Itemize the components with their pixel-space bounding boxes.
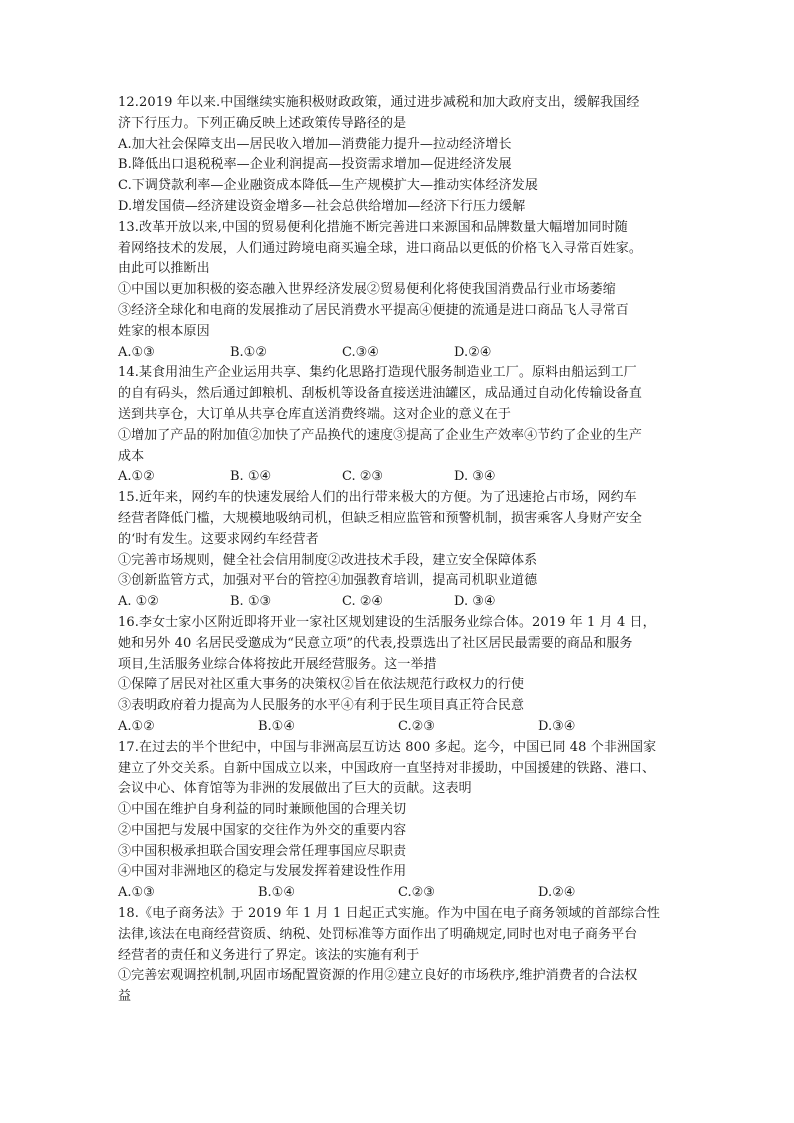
statement-line: ①中国在维护自身利益的同时兼顾他国的合理关切: [118, 802, 407, 818]
question-18: [118, 904, 680, 1008]
statement-line: 益: [118, 989, 132, 1005]
statement-line: ④中国对非洲地区的稳定与发展发挥着建设性作用: [118, 864, 407, 880]
option-line: C.下调贷款利率—企业融资成本降低—生产规模扩大—推动实体经济发展: [118, 178, 538, 194]
statement-line: ②中国把与发展中国家的交往作为外交的重要内容: [118, 822, 407, 838]
question-line: 17.在过去的半个世纪中，中国与非洲高层互访达 800 多起。迄今，中国已同 48 个非洲国家: [118, 739, 657, 755]
statement-line: ①增加了产品的附加值②加快了产品换代的速度③提高了企业生产效率④节约了企业的生产: [118, 427, 643, 443]
question-line: 由此可以推断出: [118, 261, 210, 277]
answer-options: [118, 592, 680, 613]
question-line: 经营者的责任和义务进行了界定。该法的实施有利于: [118, 947, 420, 963]
option-a: A. ①②: [118, 594, 159, 610]
question-line: 经营者降低门槛，大规模地吸纳司机，但缺乏相应监管和预警机制，损害乘客人身财产安全: [118, 510, 643, 526]
option-c: C. ②③: [342, 469, 384, 485]
option-a: A.①③: [118, 344, 155, 360]
option-line: A.加大社会保障支出—居民收入增加—消费能力提升—拉动经济增长: [118, 136, 512, 152]
option-b: B. ①③: [230, 594, 272, 610]
option-d: D.②④: [454, 344, 492, 360]
statement-line: 成本: [118, 448, 145, 464]
question-line: 她和另外 40 名居民受邀成为“民意立项”的代表,投票选出了社区居民最需要的商品和服务: [118, 635, 633, 651]
answer-options: [118, 883, 680, 904]
question-line: 18.《电子商务法》于 2019 年 1 月 1 日起正式实施。作为中国在电子商务领域的首部综合性: [118, 906, 660, 922]
question-line: 会议中心、体育馆等为非洲的发展做出了巨大的贡献。这表明: [118, 781, 472, 797]
option-b: B.①④: [258, 885, 295, 901]
question-17: [118, 738, 680, 904]
question-line: 的‘时有发生。这要求网约车经营者: [118, 531, 319, 547]
question-12: [118, 93, 680, 218]
statement-line: ①中国以更加积极的姿态融入世界经济发展②贸易便利化将使我国消费品行业市场萎缩: [118, 282, 616, 298]
question-line: 着网络技术的发展，人们通过跨境电商买遍全球，进口商品以更低的价格飞入寻常百姓家。: [118, 240, 643, 256]
option-c: C. ②④: [342, 594, 384, 610]
option-b: B.①④: [258, 718, 295, 734]
question-15: [118, 488, 680, 613]
answer-options: [118, 467, 680, 488]
option-c: C.③④: [342, 344, 379, 360]
statement-line: ③表明政府着力提高为人民服务的水平④有利于民生项目真正符合民意: [118, 698, 525, 714]
statement-line: 姓家的根本原因: [118, 323, 210, 339]
question-13: [118, 218, 680, 364]
question-line: 项目,生活服务业综合体将按此开展经营服务。这一举措: [118, 656, 437, 672]
question-line: 14.某食用油生产企业运用共享、集约化思路打造现代服务制造业工厂。原料由船运到工厂: [118, 365, 637, 381]
option-line: D.增发国债—经济建设资金增多—社会总供给增加—经济下行压力缓解: [118, 198, 526, 214]
option-a: A.①②: [118, 469, 155, 485]
statement-line: ①完善市场规则，健全社会信用制度②改进技术手段，建立安全保障体系: [118, 552, 538, 568]
question-line: 送到共享仓，大订单从共享仓库直送消费终端。这对企业的意义在于: [118, 406, 512, 422]
question-line: 建立了外交关系。自新中国成立以来，中国政府一直坚持对非援助，中国援建的铁路、港口、: [118, 760, 656, 776]
question-16: [118, 613, 680, 738]
option-a: A.①②: [118, 718, 155, 734]
answer-options: [118, 343, 680, 364]
question-line: 13.改革开放以来,中国的贸易便利化措施不断完善进口来源国和品牌数量大幅增加同时随: [118, 219, 628, 235]
option-d: D.②④: [538, 885, 576, 901]
option-b: B. ①④: [230, 469, 272, 485]
statement-line: ①保障了居民对社区重大事务的决策权②旨在依法规范行政权力的行使: [118, 677, 525, 693]
question-line: 济下行压力。下列正确反映上述政策传导路径的是: [118, 115, 407, 131]
answer-options: [118, 717, 680, 738]
question-line: 15.近年来，网约车的快速发展给人们的出行带来极大的方便。为了迅速抢占市场，网约车: [118, 490, 637, 506]
question-14: [118, 363, 680, 488]
option-d: D. ③④: [454, 469, 496, 485]
question-line: 的自有码头，然后通过卸粮机、刮板机等设备直接送进油罐区，成品通过自动化传输设备直: [118, 386, 643, 402]
question-line: 法律,该法在电商经营资质、纳税、处罚标准等方面作出了明确规定,同时也对电子商务平台: [118, 926, 638, 942]
option-line: B.降低出口退税税率—企业利润提高—投资需求增加—促进经济发展: [118, 157, 512, 173]
statement-line: ③经济全球化和电商的发展推动了居民消费水平提高④便捷的流通是进口商品飞人寻常百: [118, 302, 629, 318]
option-c: C.②③: [398, 718, 435, 734]
option-d: D. ③④: [454, 594, 496, 610]
statement-line: ③创新监管方式，加强对平台的管控④加强教育培训，提高司机职业道德: [118, 573, 538, 589]
option-c: C.②③: [398, 885, 435, 901]
option-a: A.①③: [118, 885, 155, 901]
option-d: D.③④: [538, 718, 576, 734]
statement-line: ①完善宏观调控机制,巩固市场配置资源的作用②建立良好的市场秩序,维护消费者的合法权: [118, 968, 638, 984]
question-line: 16.李女士家小区附近即将开业一家社区规划建设的生活服务业综合体。2019 年 1 月 4 日，: [118, 614, 656, 630]
statement-line: ③中国积极承担联合国安理会常任理事国应尽职责: [118, 843, 407, 859]
page-content: [118, 93, 680, 1008]
question-line: 12.2019 年以来.中国继续实施积极财政政策，通过进步减税和加大政府支出，缓解我国经: [118, 95, 640, 110]
option-b: B.①②: [230, 344, 267, 360]
